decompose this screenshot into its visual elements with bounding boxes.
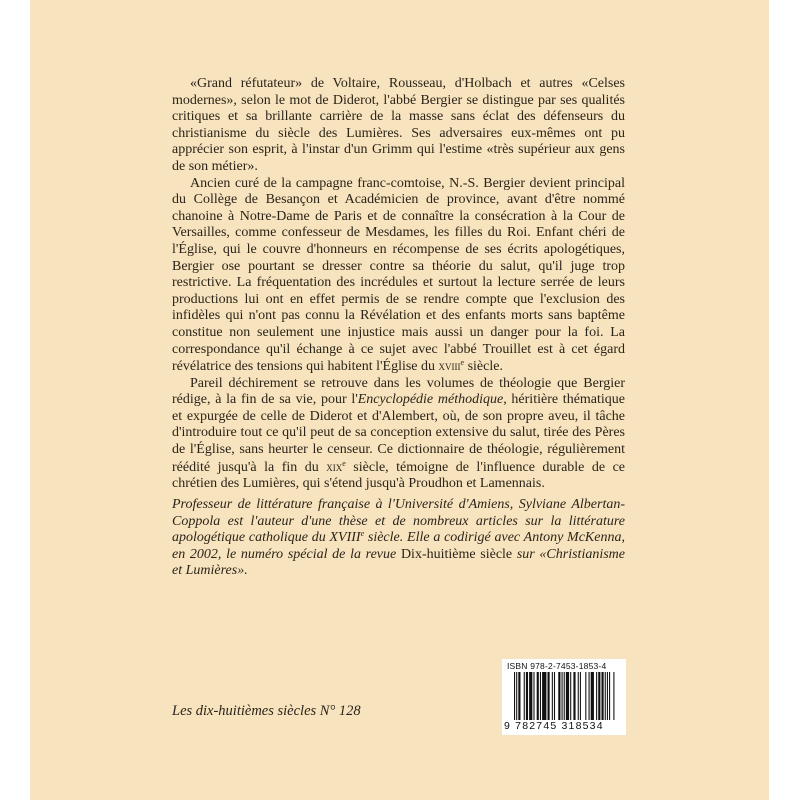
author-bio-end: sur «Christianisme et Lumières». — [172, 546, 625, 579]
century-superscript: e — [360, 529, 365, 539]
blurb-paragraph-3 — [172, 376, 625, 493]
blurb-paragraph-3-end: siècle, témoigne de l'influence durable de ce chrétien des Lumières, qui s'étend jusqu'à Proudhon et Lamennais. — [172, 459, 626, 492]
blurb-paragraph-1-text: «Grand réfutateur» de Voltaire, Rousseau, d'Holbach et autres «Celses modernes», selon le mot de Diderot, l'abbé Bergier se distingue par ses qualités critiques et sa brillante carrière de la masse sans éclat des défenseurs du christianisme du siècle des Lumières. Ses adversaires eux-mêmes ont pu apprécier son esprit, à l'instar d'un Grimm qui l'estime «très supérieur aux gens de son métier». — [172, 76, 625, 174]
century-superscript: e — [342, 458, 346, 468]
journal-title: Dix-huitième siècle — [400, 546, 513, 562]
century-numeral: xviii — [438, 358, 461, 374]
blurb-paragraph-2-text: Ancien curé de la campagne franc-comtoise, N.-S. Bergier devient principal du Collège de Besançon et Académicien de province, avant d'être nommé chanoine à Notre-Dame de Paris et de connaître la consécration à la Cour de Versailles, comme confesseur de Mesdames, les filles du Roi. Enfant chéri de l'Église, qui le couvre d'honneurs en récompense de ses écrits apologétiques, Bergier ose pourtant se dresser contre sa théorie du salut, qu'il juge trop restrictive. La fréquentation des incrédules et surtout la lecture serrée de leurs productions lui ont en effet permis de se rendre compte que l'exclusion des infidèles qui n'ont pas connu la Révélation et des enfants morts sans baptême constitue non seulement une injustice mais aussi un danger pour la foi. La correspondance qu'il échange à ce sujet avec l'abbé Trouillet est à cet égard révélatrice des tensions qui habitent l'Église du — [172, 175, 625, 375]
isbn-label: ISBN 978-2-7453-1853-4 — [507, 661, 607, 671]
author-bio-text: Professeur de littérature française à l'Université d'Amiens, Sylviane Albertan-Coppola est l'auteur d'une thèse et de nombreux articles sur la littérature apologétique catholique du XVIII — [172, 497, 625, 546]
barcode-bars — [514, 672, 616, 722]
blurb-paragraph-2 — [172, 176, 625, 376]
ean-digits: 9 782745 318534 — [504, 720, 604, 732]
blurb-paragraph-3-text: Pareil déchirement se retrouve dans les volumes de théologie que Bergier rédige, à la fin de sa vie, pour l' — [172, 375, 625, 408]
blurb-paragraph-1 — [172, 76, 625, 176]
isbn-barcode — [502, 659, 626, 735]
author-bio-middle: siècle. Elle a codirigé avec Antony McKenna, en 2002, le numéro spécial de la revue — [172, 530, 625, 562]
back-cover — [30, 0, 769, 800]
blurb — [172, 76, 625, 493]
series-title: Les dix-huitièmes siècles N° 128 — [172, 703, 361, 719]
blurb-paragraph-2-end: siècle. — [464, 359, 503, 375]
century-numeral: xix — [326, 458, 343, 474]
encyclopedie-title: Encyclopédie méthodique — [357, 392, 504, 408]
blurb-paragraph-3-middle: , héritière thématique et expurgée de celle de Diderot et d'Alembert, où, de son propre aveu, il tâche d'introduire tout ce qu'il peut de sa conception extensive du salut, tirée des Pères de l'Église, sans heurter le censeur. Ce dictionnaire de théologie, régulièrement réédité jusqu'à la fin du — [172, 392, 625, 475]
century-superscript: e — [460, 358, 465, 368]
author-bio — [172, 497, 625, 580]
